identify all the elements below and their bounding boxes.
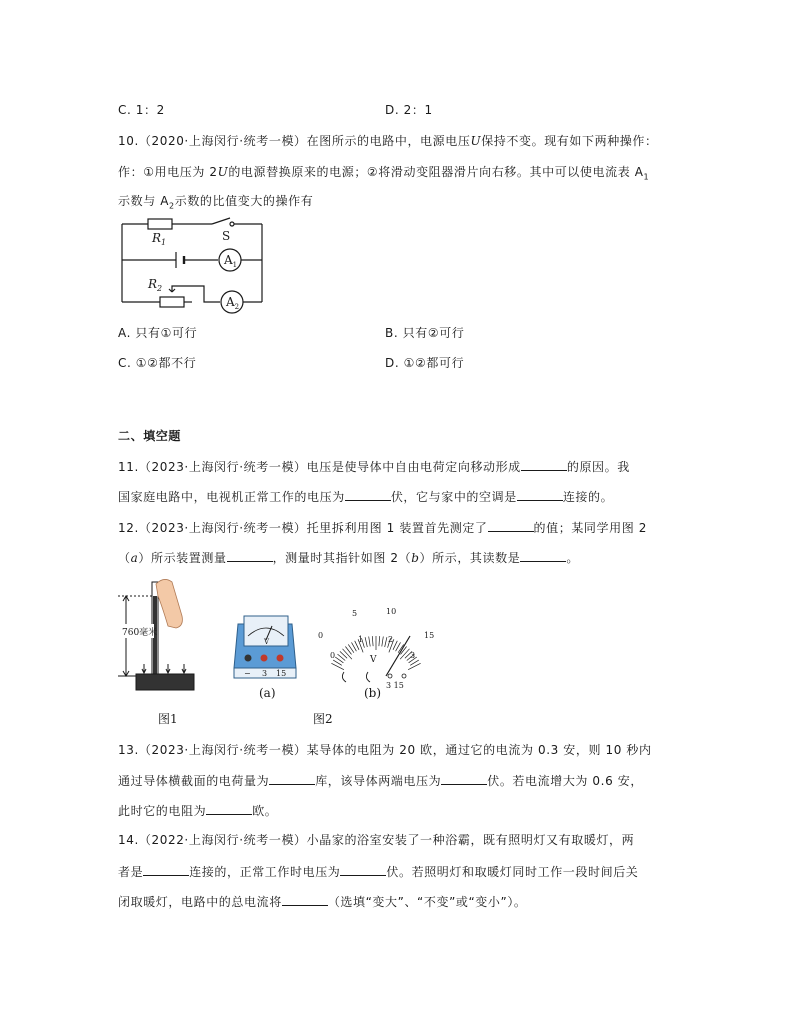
q10-sub: 2 [169, 201, 175, 211]
fig2b-label: (b) [364, 686, 382, 700]
q10-text: 保持不变。现有如下两种操作： [481, 134, 658, 148]
q13-text: 伏。若电流增大为 0.6 安， [487, 774, 643, 788]
r1-resistor [148, 219, 172, 229]
q10-option-a: A. 只有①可行 [118, 326, 198, 340]
q10-sub: 1 [643, 172, 650, 182]
q11-line1 [118, 457, 630, 475]
height-label: 760毫米 [122, 628, 158, 638]
q10-option-c: C. ①②都不行 [118, 356, 197, 370]
q13-text: 通过导体横截面的电荷量为 [118, 774, 270, 788]
scale-tick [372, 636, 373, 646]
section-heading: 二、填空题 [118, 429, 182, 443]
answer-blank[interactable] [488, 518, 534, 532]
fig2-caption: 图2 [313, 712, 333, 726]
answer-blank[interactable] [340, 862, 386, 876]
fig1-caption: 图1 [158, 712, 178, 726]
scale-tick [343, 649, 352, 659]
q11-text: 连接的。 [562, 490, 614, 504]
q10-line2 [118, 163, 649, 181]
s-label: S [222, 229, 231, 243]
hand-illustration [156, 579, 182, 628]
q10-line1 [118, 132, 658, 149]
answer-blank[interactable] [345, 487, 391, 501]
torricelli-figure [112, 576, 204, 694]
scale-top-label: 0 [318, 631, 324, 640]
answer-blank[interactable] [269, 771, 315, 785]
q9-option-d: D. 2：1 [385, 103, 433, 117]
q14-text: 伏。若照明灯和取暖灯同时工作一段时间后关 [386, 865, 639, 879]
answer-blank[interactable] [520, 548, 566, 562]
scale-bottom-label: 1 [358, 635, 364, 644]
r2-rheostat [160, 297, 184, 307]
q12-line1 [118, 518, 647, 536]
a2-label: $A_2$ [226, 295, 240, 311]
q13-text: 此时它的电阻为 [118, 804, 207, 818]
q9-option-c: C. 1：2 [118, 103, 165, 117]
circuit-diagram [112, 212, 272, 322]
q14-text: （选填“变大”、“不变”或“变小”）。 [327, 895, 527, 909]
terminal-3: 3 [262, 669, 268, 678]
scale-tick [408, 663, 421, 669]
scale-tick [365, 637, 367, 647]
q12-b-ref: b [411, 551, 420, 565]
q10-text: 示数的比值变大的操作有 [174, 194, 314, 208]
q10-option-d: D. ①②都可行 [385, 356, 465, 370]
switch-s [212, 218, 230, 224]
answer-blank[interactable] [282, 892, 328, 906]
a1-label: $A_1$ [224, 253, 238, 269]
q10-option-b: B. 只有②可行 [385, 326, 465, 340]
answer-blank[interactable] [143, 862, 189, 876]
voltmeter-scale [314, 608, 438, 694]
q12-text: ，测量时其指针如图 2（ [272, 551, 412, 565]
q14-line1: 14.（2022·上海闵行·统考一模）小晶家的浴室安装了一种浴霸，既有照明灯又有取暖灯，两 [118, 833, 635, 847]
scale-top-label: 15 [424, 631, 435, 640]
scale-bottom-label: 2 [388, 635, 394, 644]
scale-tick [379, 636, 380, 646]
q14-line2 [118, 862, 638, 880]
q12-text: 12.（2023·上海闵行·统考一模）托里拆利用图 1 装置首先测定了 [118, 521, 488, 535]
fig2a-label: (a) [259, 686, 276, 700]
q14-text: 闭取暖灯，电路中的总电流将 [118, 895, 282, 909]
q10-line3 [118, 192, 313, 210]
q13-text: 欧。 [252, 804, 278, 818]
scale-tick [369, 637, 371, 647]
q12-text: 。 [566, 551, 579, 565]
q11-text: 伏，它与家中的空调是 [390, 490, 517, 504]
q13-text: 库，该导体两端电压为 [315, 774, 442, 788]
scale-top-label: 5 [352, 609, 358, 618]
q10-text: 的电源替换原来的电源；②将滑动变阻器滑片向右移。其中可以使电流表 A [228, 165, 644, 179]
q10-text: 示数与 A [118, 194, 170, 208]
scale-tick [331, 663, 344, 669]
b-terminal-labels: 3 15 [386, 681, 404, 690]
answer-blank[interactable] [206, 801, 252, 815]
q11-text: 的原因。我 [566, 460, 630, 474]
q13-line1: 13.（2023·上海闵行·统考一模）某导体的电阻为 20 欧，通过它的电流为 0.3 安，则 10 秒内 [118, 743, 652, 757]
q11-text: 国家庭电路中，电视机正常工作的电压为 [118, 490, 345, 504]
terminal-15: 15 [276, 669, 287, 678]
answer-blank[interactable] [227, 548, 273, 562]
q10-text: 作：①用电压为 2 [118, 165, 218, 179]
mercury-dish [136, 674, 194, 690]
scale-top-label: 10 [386, 608, 397, 616]
q12-text: ）所示，其读数是 [419, 551, 521, 565]
answer-blank[interactable] [517, 487, 563, 501]
q13-line2 [118, 771, 643, 789]
answer-blank[interactable] [521, 457, 567, 471]
q12-text: ）所示装置测量 [138, 551, 227, 565]
terminal-minus: − [244, 669, 251, 678]
scale-bottom-label: 0 [330, 651, 336, 660]
q14-text: 者是 [118, 865, 144, 879]
q11-text: 11.（2023·上海闵行·统考一模）电压是使导体中自由电荷定向移动形成 [118, 460, 521, 474]
q12-a-ref: a [130, 551, 139, 565]
q14-line3 [118, 892, 527, 910]
scale-bottom-label: 3 [410, 651, 416, 660]
q10-text: 10.（2020·上海闵行·统考一模）在图所示的电路中，电源电压 [118, 134, 471, 148]
r1-label: $R_1$ [152, 231, 167, 247]
q13-line3 [118, 801, 277, 819]
meter-v-label: V [264, 638, 270, 646]
scale-tick [385, 637, 387, 647]
scale-tick [393, 641, 397, 650]
scale-v-label: V [370, 655, 377, 665]
q12-text: 的值；某同学用图 2 [533, 521, 647, 535]
voltmeter-figure [232, 610, 298, 680]
r2-label: $R_2$ [148, 277, 163, 293]
q12-line2 [118, 548, 579, 566]
scale-tick [382, 637, 384, 647]
q10-u-var: U [470, 134, 482, 148]
q11-line2 [118, 487, 613, 505]
q10-u-var: U [217, 165, 229, 179]
q14-text: 连接的，正常工作时电压为 [189, 865, 341, 879]
q12-text: （ [118, 551, 131, 565]
answer-blank[interactable] [441, 771, 487, 785]
